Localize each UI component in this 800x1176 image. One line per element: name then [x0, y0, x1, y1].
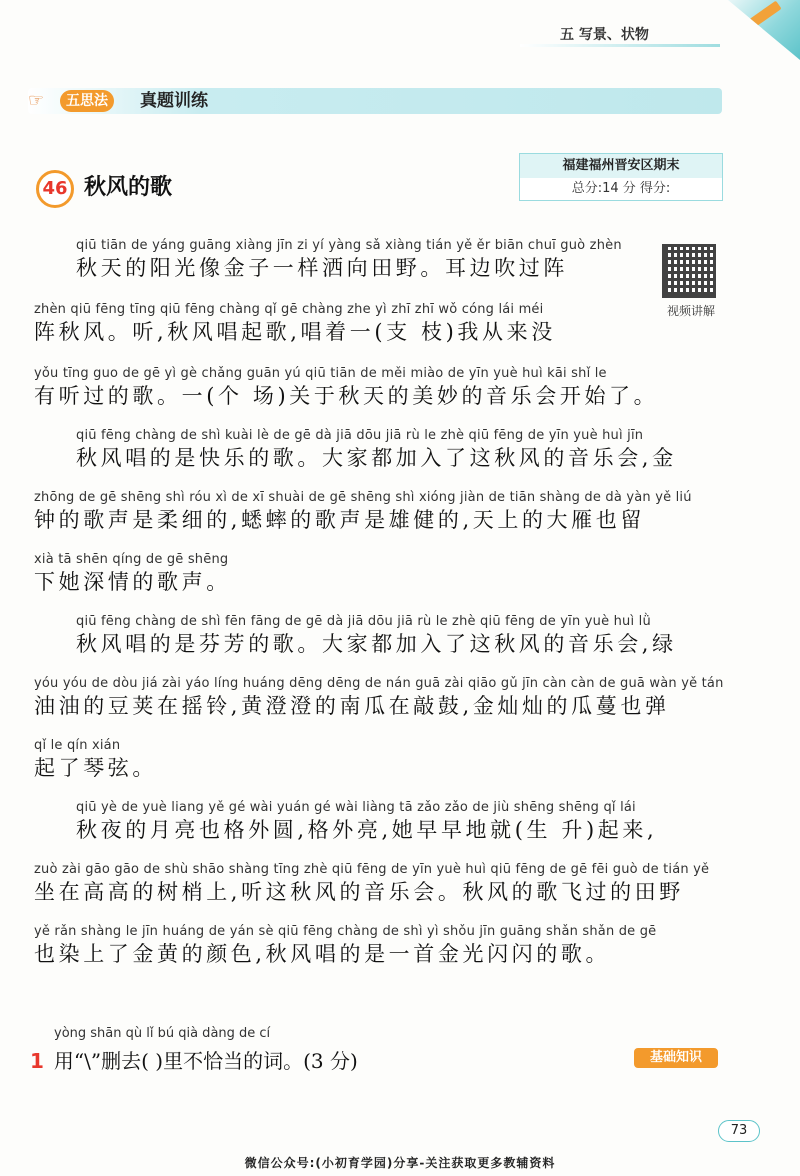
hanzi-line: 也染上了金黄的颜色,秋风唱的是一首金光闪闪的歌。: [34, 942, 611, 966]
pinyin-line: xià tā shēn qíng de gē shēng: [34, 552, 229, 567]
score-field: 总分:14 分 得分:: [571, 181, 671, 196]
source-score-box: [519, 153, 723, 201]
pinyin-line: yě rǎn shàng le jīn huáng de yán sè qiū fēng chàng de shì yì shǒu jīn guāng shǎn shǎn de gē: [34, 924, 657, 939]
basic-knowledge-tag: 基础知识: [634, 1048, 718, 1068]
text-line: [34, 738, 724, 782]
pencil-icon: [746, 1, 781, 30]
pinyin-line: yóu yóu de dòu jiá zài yáo líng huáng dēng dēng de nán guā zài qiāo gǔ jīn càn càn de guā wàn yě tán: [34, 676, 724, 691]
hanzi-line: 钟的歌声是柔细的,蟋蟀的歌声是雄健的,天上的大雁也留: [34, 508, 645, 532]
chapter-underline: [520, 44, 720, 47]
question-text-row: [30, 1045, 730, 1074]
hanzi-line: 秋风唱的是芬芳的歌。大家都加入了这秋风的音乐会,绿: [76, 632, 677, 656]
lesson-title: 秋风的歌: [84, 175, 173, 200]
text-line: [34, 302, 724, 346]
hanzi-line: 坐在高高的树梢上,听这秋风的音乐会。秋风的歌飞过的田野: [34, 880, 684, 904]
hanzi-line: 阵秋风。听,秋风唱起歌,唱着一(支 枝)我从来没: [34, 320, 556, 344]
page-number: 73: [718, 1120, 760, 1142]
pinyin-line: zhèn qiū fēng tīng qiū fēng chàng qǐ gē chàng zhe yì zhī zhī wǒ cóng lái méi: [34, 302, 544, 317]
source-region: 福建福州晋安区期末: [520, 154, 722, 178]
banner-brand: 五思法: [60, 90, 114, 112]
text-line: [34, 366, 724, 410]
pointing-hand-icon: ☞: [28, 90, 45, 111]
pinyin-line: qǐ le qín xián: [34, 738, 121, 753]
text-line: [34, 924, 724, 968]
text-line: [34, 614, 724, 658]
question-pinyin: yòng shān qù lǐ bú qià dàng de cí: [54, 1026, 271, 1041]
section-banner: [28, 88, 722, 114]
hanzi-line: 秋夜的月亮也格外圆,格外亮,她早早地就(生 升)起来,: [76, 818, 658, 842]
pinyin-line: qiū fēng chàng de shì kuài lè de gē dà jiā dōu jiā rù le zhè qiū fēng de yīn yuè huì jīn: [76, 428, 644, 443]
hanzi-line: 秋天的阳光像金子一样洒向田野。耳边吹过阵: [76, 256, 568, 280]
pinyin-line: qiū yè de yuè liang yě gé wài yuán gé wài liàng tā zǎo zǎo de jiù shēng shēng qǐ lái: [76, 800, 636, 815]
pinyin-line: zuò zài gāo gāo de shù shāo shàng tīng zhè qiū fēng de yīn yuè huì qiū fēng de gē fēi guò de tián yě: [34, 862, 710, 877]
chapter-heading: 五 写景、状物: [560, 27, 649, 43]
question-number: 1: [30, 1049, 44, 1073]
pinyin-line: zhōng de gē shēng shì róu xì de xī shuài de gē shēng shì xióng jiàn de tiān shàng de dà yàn yě liú: [34, 490, 692, 505]
banner-title: 真题训练: [140, 91, 208, 111]
hanzi-line: 起了琴弦。: [34, 756, 157, 780]
text-line: [34, 862, 724, 906]
qr-label: 视频讲解: [666, 304, 715, 318]
text-line: [34, 490, 724, 534]
footer-text: 微信公众号:(小初育学园)分享-关注获取更多教辅资料: [244, 1156, 556, 1170]
text-line: [34, 800, 724, 844]
question-text: 用“\”删去( )里不恰当的词。(3 分): [53, 1049, 358, 1073]
hanzi-line: 下她深情的歌声。: [34, 570, 231, 594]
hanzi-line: 有听过的歌。一(个 场)关于秋天的美妙的音乐会开始了。: [34, 384, 659, 408]
text-line: [34, 676, 724, 720]
text-line: [34, 238, 724, 282]
text-line: [34, 552, 724, 596]
hanzi-line: 油油的豆荚在摇铃,黄澄澄的南瓜在敲鼓,金灿灿的瓜蔓也弹: [34, 694, 670, 718]
hanzi-line: 秋风唱的是快乐的歌。大家都加入了这秋风的音乐会,金: [76, 446, 677, 470]
lesson-number-badge: 46: [36, 170, 74, 208]
pinyin-line: yǒu tīng guo de gē yì gè chǎng guān yú qiū tiān de měi miào de yīn yuè huì kāi shǐ le: [34, 366, 607, 381]
text-line: [34, 428, 724, 472]
question-1: [30, 1026, 730, 1074]
pinyin-line: qiū fēng chàng de shì fēn fāng de gē dà jiā dōu jiā rù le zhè qiū fēng de yīn yuè huì lǜ: [76, 614, 651, 629]
pinyin-line: qiū tiān de yáng guāng xiàng jīn zi yí yàng sǎ xiàng tián yě ěr biān chuī guò zhèn: [76, 238, 622, 253]
